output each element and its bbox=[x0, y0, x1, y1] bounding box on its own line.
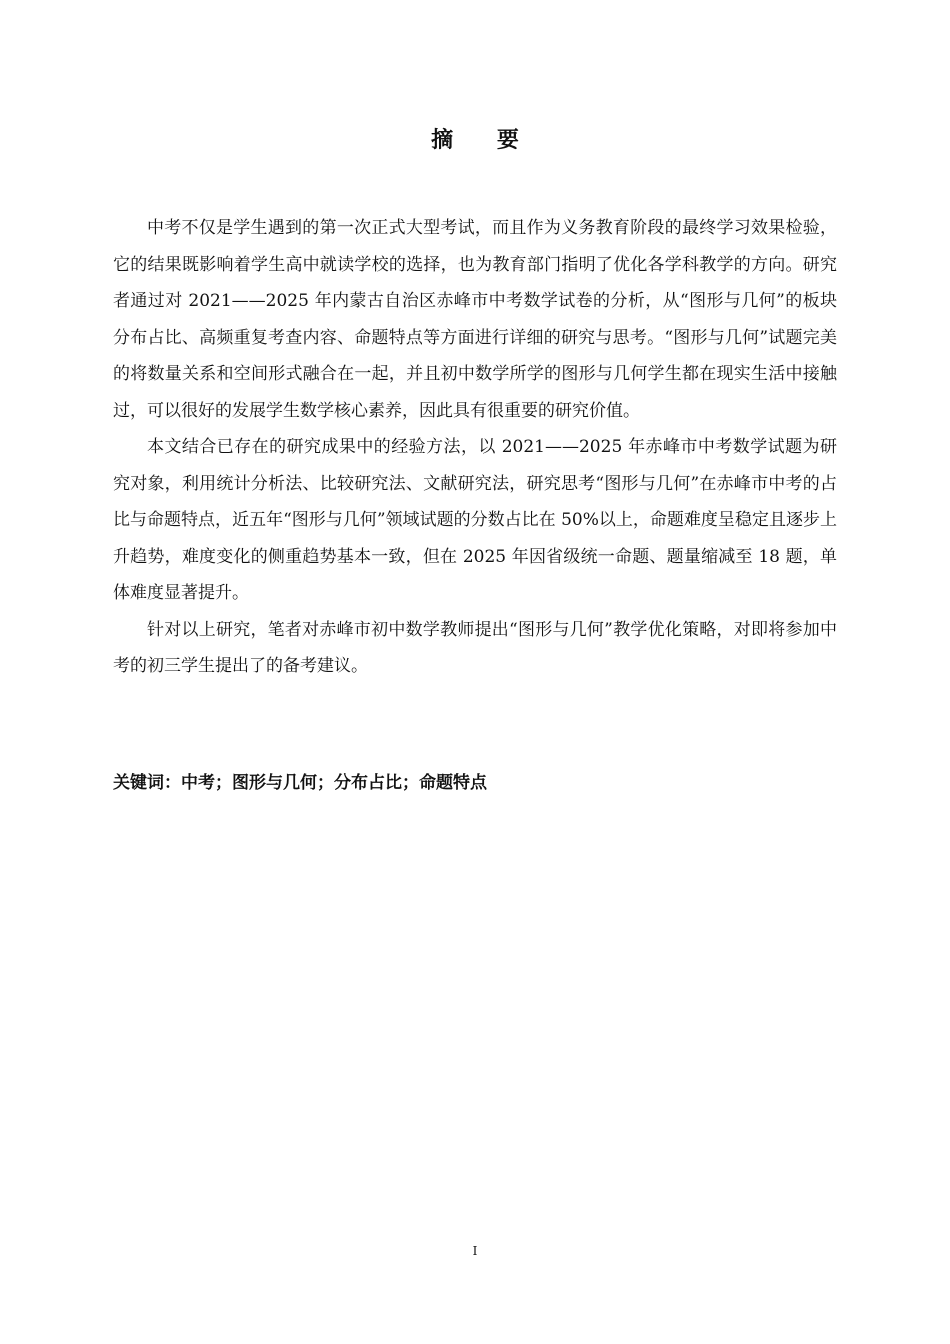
abstract-paragraph-3: 针对以上研究，笔者对赤峰市初中数学教师提出“图形与几何”教学优化策略，对即将参加中考的初三学生提出了的备考建议。 bbox=[113, 619, 837, 676]
abstract-paragraph-1: 中考不仅是学生遇到的第一次正式大型考试，而且作为义务教育阶段的最终学习效果检验，它的结果既影响着学生高中就读学校的选择，也为教育部门指明了优化各学科教学的方向。研究者通过对 2021——2025 年内蒙古自治区赤峰市中考数学试卷的分析，从“图形与几何”的板块分布占比、高频重复考查内容、命题特点等方面进行详细的研究与思考。“图形与几何”试题完美的将数量关系和空间形式融合在一起，并且初中数学所学的图形与几何学生都在现实生活中接触过，可以很好的发展学生数学核心素养，因此具有很重要的研究价值。 bbox=[113, 218, 837, 421]
abstract-title: 摘 要 bbox=[431, 127, 537, 153]
abstract-body bbox=[113, 210, 837, 685]
page-number: I bbox=[472, 1244, 478, 1258]
keywords-line: 关键词：中考；图形与几何；分布占比；命题特点 bbox=[113, 773, 487, 793]
abstract-paragraph-2: 本文结合已存在的研究成果中的经验方法，以 2021——2025 年赤峰市中考数学试题为研究对象，利用统计分析法、比较研究法、文献研究法，研究思考“图形与几何”在赤峰市中考的占比与命题特点，近五年“图形与几何”领域试题的分数占比在 50%以上，命题难度呈稳定且逐步上升趋势，难度变化的侧重趋势基本一致，但在 2025 年因省级统一命题、题量缩减至 18 题，单体难度显著提升。 bbox=[113, 437, 837, 603]
